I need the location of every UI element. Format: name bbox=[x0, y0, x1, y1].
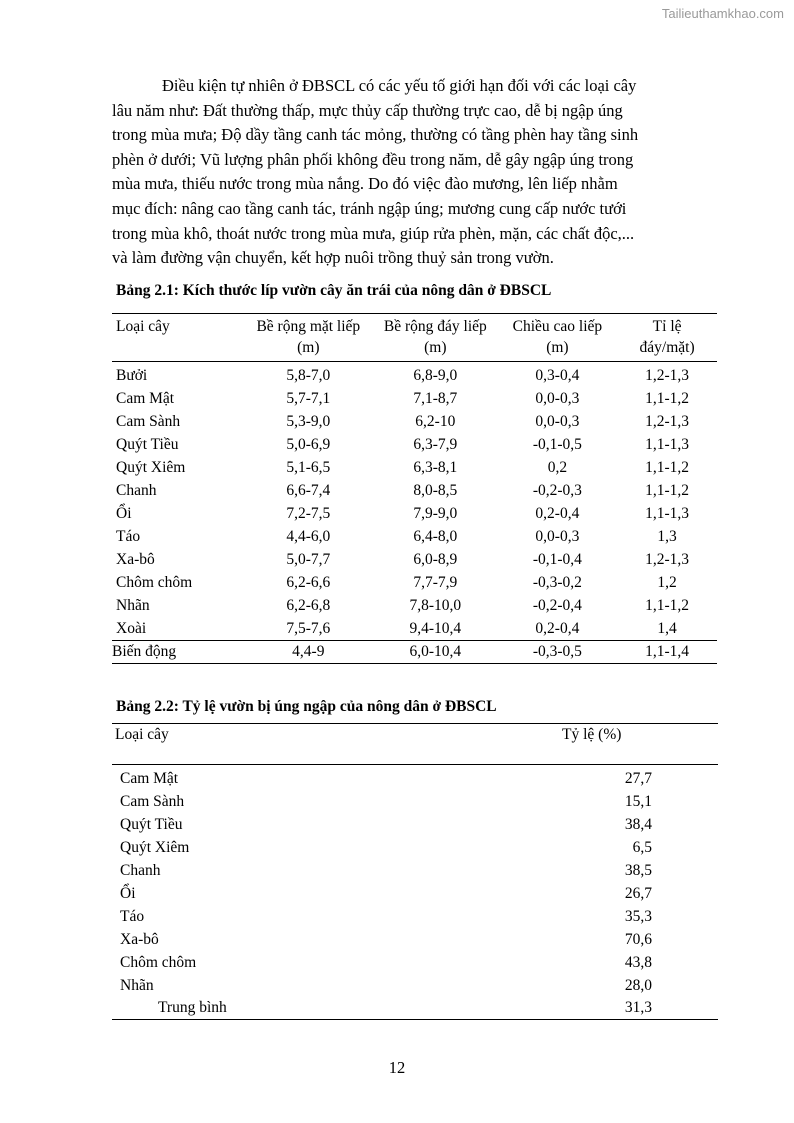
value-cell: 28,0 bbox=[624, 977, 652, 994]
paragraph-line: mục đích: nâng cao tầng canh tác, tránh ngập úng; mương cung cấp nước tưới bbox=[112, 198, 627, 218]
value-cell: 5,0-7,7 bbox=[286, 551, 331, 568]
value-cell: 7,7-7,9 bbox=[413, 574, 458, 591]
header-cell: đáy/mặt) bbox=[617, 337, 717, 362]
value-cell: 5,1-6,5 bbox=[286, 459, 331, 476]
value-cell: 5,8-7,0 bbox=[286, 367, 331, 384]
value-cell: 7,9-9,0 bbox=[413, 505, 458, 522]
header-cell: Tỷ lệ (%) bbox=[562, 724, 718, 765]
paragraph-line: mùa mưa, thiếu nước trong mùa nắng. Do đó việc đào mương, lên liếp nhằm bbox=[112, 174, 618, 194]
value-cell: -0,3-0,2 bbox=[532, 574, 582, 591]
value-cell: 0,0-0,3 bbox=[535, 390, 580, 407]
value-cell: 0,3-0,4 bbox=[535, 367, 580, 384]
value-cell: 70,6 bbox=[624, 931, 652, 948]
crop-name-cell: Quýt Tiều bbox=[116, 436, 179, 453]
value-cell: 9,4-10,4 bbox=[409, 620, 462, 637]
table-row bbox=[112, 456, 717, 479]
paragraph-line: và làm đường vận chuyển, kết hợp nuôi trồng thuỷ sản trong vườn. bbox=[112, 248, 554, 268]
value-cell: 7,5-7,6 bbox=[286, 620, 331, 637]
value-cell: 15,1 bbox=[624, 793, 652, 810]
value-cell: -0,1-0,4 bbox=[532, 551, 582, 568]
table-bed-dimensions bbox=[112, 313, 717, 664]
crop-name-cell: Cam Mật bbox=[116, 390, 175, 407]
table-row bbox=[112, 387, 717, 410]
header-cell: Tỉ lệ bbox=[617, 314, 717, 338]
table-row bbox=[112, 951, 718, 974]
value-cell: 7,8-10,0 bbox=[409, 597, 462, 614]
value-cell: 35,3 bbox=[624, 908, 652, 925]
table-row bbox=[112, 882, 718, 905]
value-cell: 26,7 bbox=[624, 885, 652, 902]
crop-name-cell: Ổi bbox=[120, 885, 136, 902]
footer-label-cell: Trung bình bbox=[112, 997, 562, 1020]
paragraph-line: lâu năm như: Đất thường thấp, mực thủy cấp thường trực cao, dễ bị ngập úng bbox=[112, 100, 623, 120]
table-row bbox=[112, 813, 718, 836]
page-number: 12 bbox=[388, 1058, 406, 1077]
value-cell: 8,0-8,5 bbox=[413, 482, 458, 499]
value-cell: 38,4 bbox=[624, 816, 652, 833]
crop-name-cell: Ổi bbox=[116, 505, 132, 522]
crop-name-cell: Bưởi bbox=[116, 367, 148, 384]
watermark-text: Tailieuthamkhao.com bbox=[661, 6, 784, 21]
crop-name-cell: Quýt Xiêm bbox=[120, 839, 190, 856]
table-row bbox=[112, 617, 717, 641]
footer-value-cell: 6,0-10,4 bbox=[373, 641, 498, 664]
crop-name-cell: Nhãn bbox=[116, 597, 150, 614]
value-cell: 38,5 bbox=[624, 862, 652, 879]
crop-name-cell: Chanh bbox=[120, 862, 161, 879]
value-cell: 6,3-8,1 bbox=[413, 459, 458, 476]
table1-caption: Bảng 2.1: Kích thước líp vườn cây ăn trái của nông dân ở ĐBSCL bbox=[116, 282, 552, 299]
value-cell: 5,7-7,1 bbox=[286, 390, 331, 407]
table-row bbox=[112, 905, 718, 928]
crop-name-cell: Cam Mật bbox=[120, 770, 179, 787]
paragraph-line: trong mùa khô, thoát nước trong mùa mưa, giúp rửa phèn, mặn, các chất độc,... bbox=[112, 223, 635, 243]
value-cell: 6,2-10 bbox=[415, 413, 456, 430]
table-row bbox=[112, 410, 717, 433]
table-row bbox=[112, 548, 717, 571]
value-cell: 27,7 bbox=[624, 770, 652, 787]
value-cell: 4,4-6,0 bbox=[286, 528, 331, 545]
value-cell: 1,1-1,2 bbox=[645, 390, 690, 407]
value-cell: 1,1-1,3 bbox=[645, 436, 690, 453]
value-cell: -0,2-0,3 bbox=[532, 482, 582, 499]
footer-value-cell: 31,3 bbox=[562, 997, 718, 1020]
value-cell: 1,1-1,2 bbox=[645, 459, 690, 476]
table2-caption: Bảng 2.2: Tỷ lệ vườn bị úng ngập của nông dân ở ĐBSCL bbox=[116, 698, 497, 715]
value-cell: 6,3-7,9 bbox=[413, 436, 458, 453]
value-cell: 7,1-8,7 bbox=[413, 390, 458, 407]
table-row bbox=[112, 525, 717, 548]
value-cell: 6,0-8,9 bbox=[413, 551, 458, 568]
header-cell: (m) bbox=[373, 337, 498, 362]
crop-name-cell: Xa-bô bbox=[116, 551, 155, 568]
crop-name-cell: Quýt Tiều bbox=[120, 816, 183, 833]
value-cell: 7,2-7,5 bbox=[286, 505, 331, 522]
value-cell: 1,4 bbox=[657, 620, 677, 637]
paragraph-line: Điều kiện tự nhiên ở ĐBSCL có các yếu tố giới hạn đối với các loại cây bbox=[162, 76, 637, 95]
crop-name-cell: Chanh bbox=[116, 482, 157, 499]
crop-name-cell: Cam Sành bbox=[116, 413, 181, 430]
footer-value-cell: 4,4-9 bbox=[244, 641, 374, 664]
table-row bbox=[112, 859, 718, 882]
value-cell: 1,3 bbox=[657, 528, 677, 545]
value-cell: 0,0-0,3 bbox=[535, 528, 580, 545]
table-flood-ratio bbox=[112, 723, 718, 1020]
paragraph-line: phèn ở dưới; Vũ lượng phân phối không đều trong năm, dễ gây ngập úng trong bbox=[112, 149, 634, 169]
value-cell: 0,0-0,3 bbox=[535, 413, 580, 430]
table-row bbox=[112, 479, 717, 502]
value-cell: 6,2-6,6 bbox=[286, 574, 331, 591]
value-cell: 1,2-1,3 bbox=[645, 551, 690, 568]
table-row bbox=[112, 765, 718, 791]
value-cell: 6,2-6,8 bbox=[286, 597, 331, 614]
crop-name-cell: Nhãn bbox=[120, 977, 154, 994]
value-cell: 1,2 bbox=[657, 574, 677, 591]
table-row bbox=[112, 362, 717, 388]
value-cell: 6,8-9,0 bbox=[413, 367, 458, 384]
table-header-row bbox=[112, 314, 717, 338]
table-row bbox=[112, 594, 717, 617]
table-footer-row bbox=[112, 641, 717, 664]
footer-value-cell: -0,3-0,5 bbox=[498, 641, 618, 664]
header-cell: Bề rộng đáy liếp bbox=[373, 314, 498, 338]
header-cell: Chiều cao liếp bbox=[498, 314, 618, 338]
table-row bbox=[112, 836, 718, 859]
table-row bbox=[112, 790, 718, 813]
table-row bbox=[112, 928, 718, 951]
table-row bbox=[112, 974, 718, 997]
value-cell: 1,1-1,2 bbox=[645, 482, 690, 499]
crop-name-cell: Táo bbox=[120, 908, 145, 925]
value-cell: 1,2-1,3 bbox=[645, 367, 690, 384]
crop-name-cell: Táo bbox=[116, 528, 141, 545]
crop-name-cell: Cam Sành bbox=[120, 793, 185, 810]
crop-name-cell: Xoài bbox=[116, 620, 147, 637]
value-cell: 6,5 bbox=[632, 839, 652, 856]
value-cell: 0,2-0,4 bbox=[535, 505, 580, 522]
value-cell: 1,1-1,3 bbox=[645, 505, 690, 522]
table-row bbox=[112, 433, 717, 456]
crop-name-cell: Xa-bô bbox=[120, 931, 159, 948]
header-cell: Loại cây bbox=[112, 314, 244, 338]
header-cell: Loại cây bbox=[112, 724, 562, 765]
table-footer-row bbox=[112, 997, 718, 1020]
crop-name-cell: Chôm chôm bbox=[116, 574, 193, 591]
value-cell: 43,8 bbox=[624, 954, 652, 971]
value-cell: 0,2 bbox=[547, 459, 568, 476]
crop-name-cell: Quýt Xiêm bbox=[116, 459, 186, 476]
crop-name-cell: Chôm chôm bbox=[120, 954, 197, 971]
value-cell: 5,3-9,0 bbox=[286, 413, 331, 430]
table-header-row bbox=[112, 724, 718, 765]
value-cell: 1,1-1,2 bbox=[645, 597, 690, 614]
footer-value-cell: 1,1-1,4 bbox=[617, 641, 717, 664]
value-cell: 1,2-1,3 bbox=[645, 413, 690, 430]
value-cell: -0,2-0,4 bbox=[532, 597, 582, 614]
header-cell: Bề rộng mặt liếp bbox=[244, 314, 374, 338]
footer-label-cell: Biến động bbox=[112, 641, 244, 664]
table-row bbox=[112, 502, 717, 525]
paragraph-line: trong mùa mưa; Độ dầy tầng canh tác mỏng, thường có tầng phèn hay tầng sinh bbox=[112, 125, 639, 145]
value-cell: 5,0-6,9 bbox=[286, 436, 331, 453]
value-cell: 6,4-8,0 bbox=[413, 528, 458, 545]
header-cell: (m) bbox=[498, 337, 618, 362]
intro-paragraph bbox=[112, 74, 718, 271]
header-cell: (m) bbox=[244, 337, 374, 362]
table-header-row bbox=[112, 337, 717, 362]
value-cell: -0,1-0,5 bbox=[532, 436, 582, 453]
table-row bbox=[112, 571, 717, 594]
header-cell bbox=[112, 337, 244, 362]
value-cell: 0,2-0,4 bbox=[535, 620, 580, 637]
value-cell: 6,6-7,4 bbox=[286, 482, 331, 499]
